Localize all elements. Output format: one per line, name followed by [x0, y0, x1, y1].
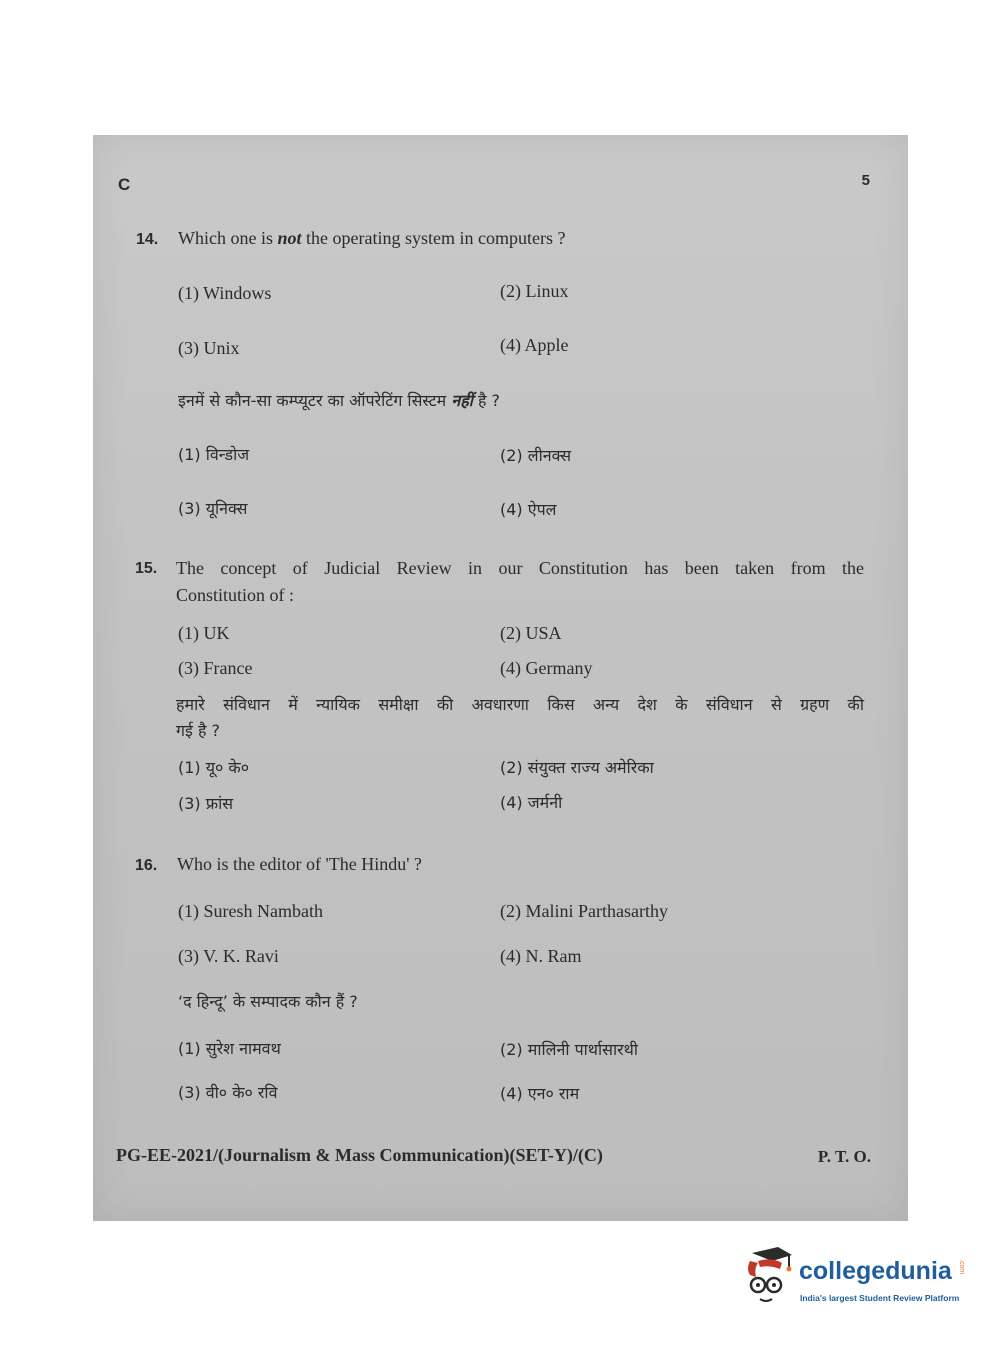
please-turn-over: P. T. O.	[817, 1147, 871, 1166]
question-number-15: 15.	[135, 560, 158, 577]
q16-hindi-option-1: (1) सुरेश नामवथ	[178, 1039, 281, 1058]
q14-option-2: (2) Linux	[500, 281, 569, 301]
q16-option-1: (1) Suresh Nambath	[178, 901, 323, 921]
q14-option-4: (4) Apple	[500, 335, 569, 355]
paper-code: PG-EE-2021/(Journalism & Mass Communication)(SET-Y)/(C)	[116, 1145, 603, 1165]
q15-hindi-option-3: (3) फ्रांस	[178, 794, 234, 813]
question-15-line-2: Constitution of :	[176, 585, 295, 605]
question-14-text: Which one is not the operating system in computers ?	[178, 228, 566, 248]
q15-hindi-option-2: (2) संयुक्त राज्य अमेरिका	[500, 758, 654, 777]
q15-hindi-option-4: (4) जर्मनी	[500, 793, 563, 812]
brand-name: collegedunia	[799, 1257, 952, 1285]
question-16-text: Who is the editor of 'The Hindu' ?	[177, 854, 422, 874]
question-16-hindi: ‘द हिन्दू’ के सम्पादक कौन हैं ?	[178, 992, 358, 1011]
q15-hindi-option-1: (1) यू० के०	[178, 758, 250, 777]
question-number-14: 14.	[136, 231, 159, 248]
q14-hindi-option-3: (3) यूनिक्स	[178, 499, 248, 518]
q16-option-4: (4) N. Ram	[500, 946, 582, 966]
q16-hindi-option-3: (3) वी० के० रवि	[178, 1083, 278, 1102]
brand-domain-suffix: .com	[958, 1259, 965, 1275]
q15-option-1: (1) UK	[178, 623, 230, 643]
q15-option-2: (2) USA	[500, 623, 562, 643]
emphasis-nahin: नहीं	[451, 391, 473, 410]
q15-option-4: (4) Germany	[500, 658, 593, 678]
question-15-line-1: The concept of Judicial Review in our Constitution has been taken from the	[176, 558, 864, 578]
q16-option-2: (2) Malini Parthasarthy	[500, 901, 668, 921]
q16-hindi-option-4: (4) एन० राम	[500, 1084, 580, 1103]
q14-option-1: (1) Windows	[178, 283, 272, 303]
q14-hindi-option-1: (1) विन्डोज	[178, 445, 250, 464]
q14-option-3: (3) Unix	[178, 338, 240, 358]
q14-hindi-option-2: (2) लीनक्स	[500, 446, 572, 465]
question-14-hindi: इनमें से कौन-सा कम्प्यूटर का ऑपरेटिंग सिस्टम नहीं है ?	[178, 391, 501, 410]
collegedunia-watermark	[742, 1247, 972, 1315]
brand-tagline: India's largest Student Review Platform	[800, 1293, 960, 1303]
page-number: 5	[861, 172, 870, 189]
q16-hindi-option-2: (2) मालिनी पार्थासारथी	[500, 1040, 639, 1059]
question-paper-page	[93, 135, 908, 1221]
q14-hindi-option-4: (4) ऐपल	[500, 500, 557, 519]
question-15-hindi-line-2: गई है ?	[176, 721, 221, 740]
question-15-hindi-line-1: हमारे संविधान में न्यायिक समीक्षा की अवधारणा किस अन्य देश के संविधान से ग्रहण की	[176, 695, 864, 714]
q16-option-3: (3) V. K. Ravi	[178, 946, 279, 966]
mascot-icon	[742, 1247, 798, 1311]
question-number-16: 16.	[135, 857, 158, 874]
set-code: C	[118, 175, 131, 194]
emphasis-not: not	[277, 228, 302, 248]
q15-option-3: (3) France	[178, 658, 253, 678]
